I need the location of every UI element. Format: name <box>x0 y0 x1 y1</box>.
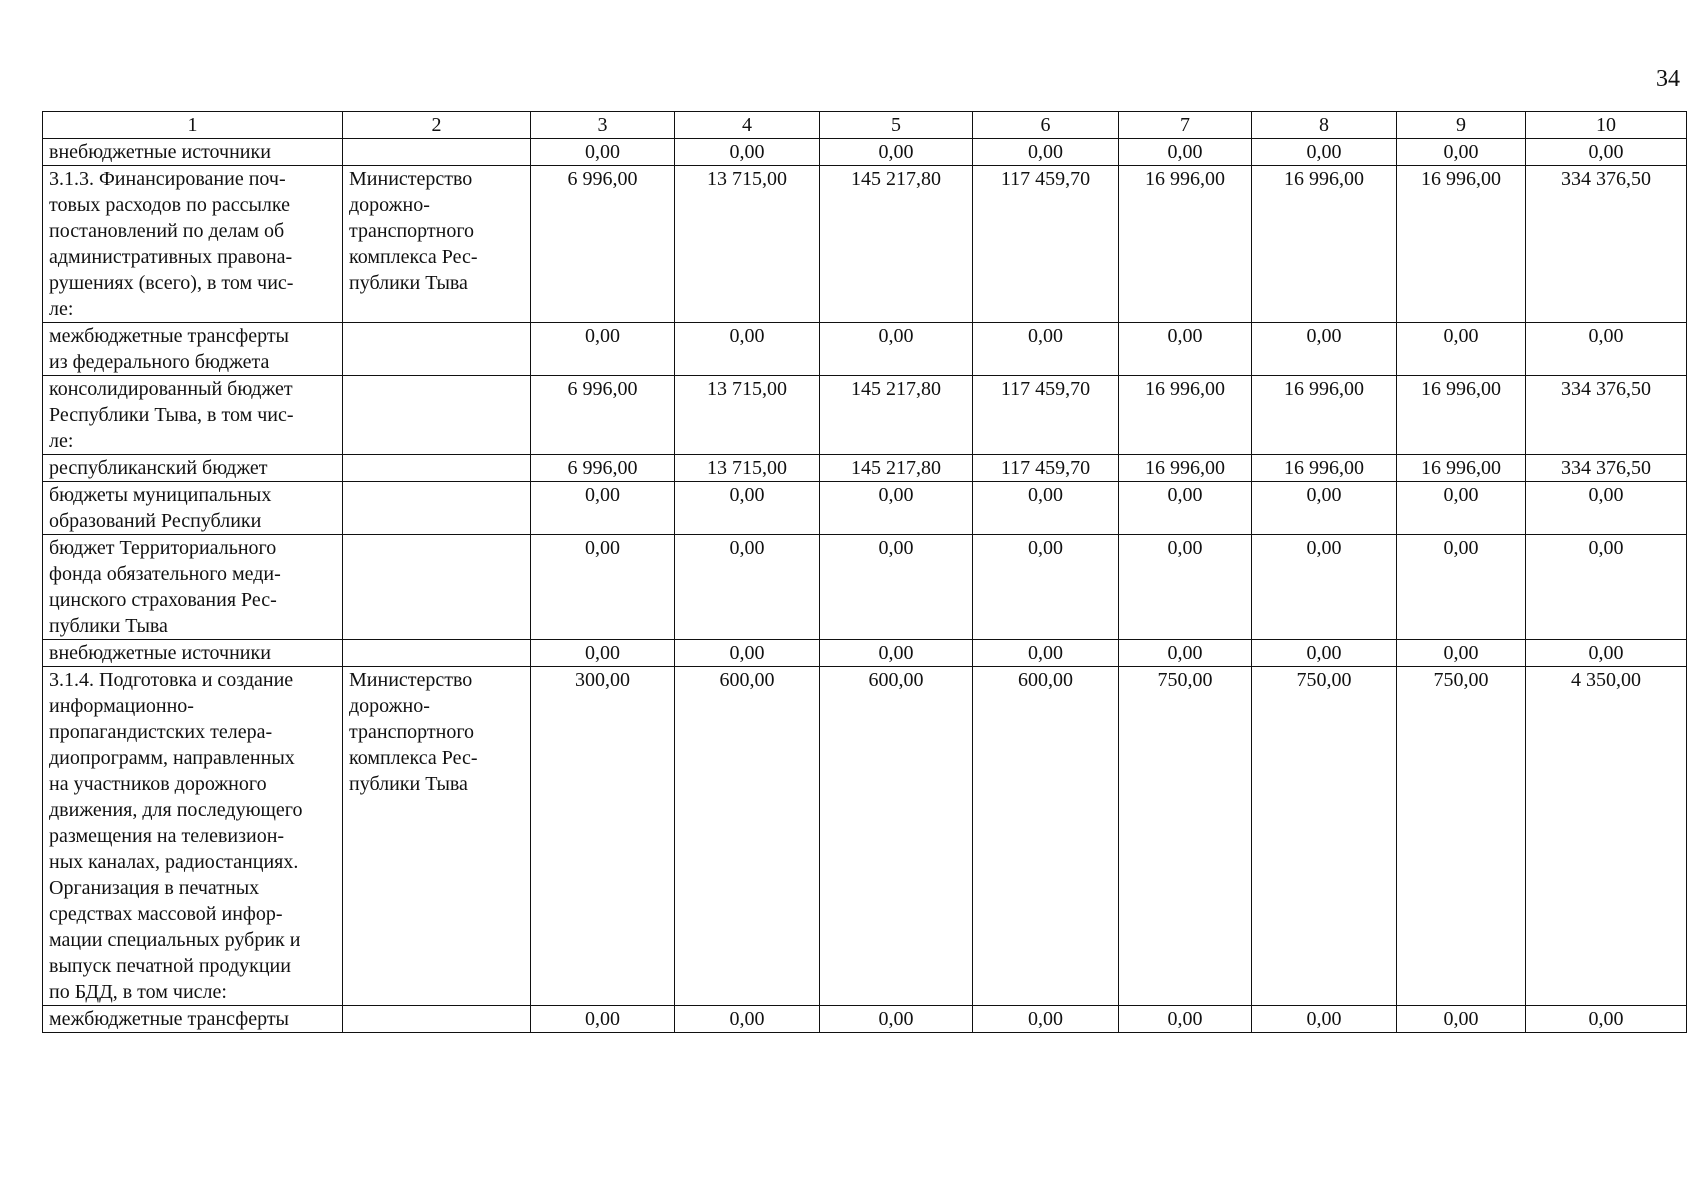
value-cell: 0,00 <box>1252 640 1397 667</box>
value-cell: 6 996,00 <box>531 455 675 482</box>
row-executor-cell <box>343 535 531 640</box>
value-cell: 0,00 <box>1119 640 1252 667</box>
value-cell: 0,00 <box>1119 535 1252 640</box>
value-cell: 750,00 <box>1397 667 1526 1006</box>
value-cell: 4 350,00 <box>1526 667 1687 1006</box>
row-name-cell: республиканский бюджет <box>43 455 343 482</box>
row-executor-cell <box>343 640 531 667</box>
value-cell: 0,00 <box>1252 139 1397 166</box>
value-cell: 16 996,00 <box>1119 376 1252 455</box>
value-cell: 0,00 <box>820 323 973 376</box>
value-cell: 16 996,00 <box>1397 166 1526 323</box>
table-row <box>43 482 1687 535</box>
value-cell: 16 996,00 <box>1397 455 1526 482</box>
row-name-cell: внебюджетные источники <box>43 139 343 166</box>
value-cell: 334 376,50 <box>1526 455 1687 482</box>
value-cell: 16 996,00 <box>1252 376 1397 455</box>
value-cell: 0,00 <box>531 482 675 535</box>
value-cell: 16 996,00 <box>1119 166 1252 323</box>
value-cell: 0,00 <box>820 640 973 667</box>
budget-table <box>42 111 1687 1033</box>
row-executor-cell: Министерство дорожно- транспортного комплекса Рес- публики Тыва <box>343 667 531 1006</box>
row-name-cell: бюджет Территориального фонда обязательного меди- цинского страхования Рес- публики Тыва <box>43 535 343 640</box>
row-name-cell: 3.1.4. Подготовка и создание информационно- пропагандистских телера- диопрограмм, направленных на участников дорожного движения, для последующего размещения на телевизион- ных каналах, радиостанциях. Организация в печатных средствах массовой инфор- мации специальных рубрик и выпуск печатной продукции по БДД, в том числе: <box>43 667 343 1006</box>
value-cell: 0,00 <box>1252 1006 1397 1033</box>
value-cell: 0,00 <box>973 323 1119 376</box>
value-cell: 0,00 <box>675 323 820 376</box>
row-name-cell: межбюджетные трансферты <box>43 1006 343 1033</box>
value-cell: 0,00 <box>820 482 973 535</box>
value-cell: 0,00 <box>1397 1006 1526 1033</box>
value-cell: 0,00 <box>1252 482 1397 535</box>
value-cell: 0,00 <box>973 640 1119 667</box>
value-cell: 117 459,70 <box>973 455 1119 482</box>
header-cell: 6 <box>973 112 1119 139</box>
value-cell: 0,00 <box>531 640 675 667</box>
value-cell: 0,00 <box>1119 482 1252 535</box>
row-name-cell: консолидированный бюджет Республики Тыва, в том чис- ле: <box>43 376 343 455</box>
row-executor-cell <box>343 1006 531 1033</box>
value-cell: 334 376,50 <box>1526 376 1687 455</box>
value-cell: 0,00 <box>820 139 973 166</box>
value-cell: 0,00 <box>1526 1006 1687 1033</box>
table-body <box>43 112 1687 1033</box>
value-cell: 0,00 <box>1119 1006 1252 1033</box>
row-name-cell: 3.1.3. Финансирование поч- товых расходов по рассылке постановлений по делам об административных правона- рушениях (всего), в том чис- ле: <box>43 166 343 323</box>
value-cell: 0,00 <box>531 323 675 376</box>
value-cell: 0,00 <box>1526 323 1687 376</box>
value-cell: 334 376,50 <box>1526 166 1687 323</box>
value-cell: 0,00 <box>675 139 820 166</box>
value-cell: 145 217,80 <box>820 376 973 455</box>
table-row <box>43 323 1687 376</box>
value-cell: 13 715,00 <box>675 376 820 455</box>
value-cell: 16 996,00 <box>1397 376 1526 455</box>
value-cell: 300,00 <box>531 667 675 1006</box>
value-cell: 0,00 <box>531 535 675 640</box>
value-cell: 6 996,00 <box>531 166 675 323</box>
page-number: 34 <box>1656 66 1680 92</box>
value-cell: 0,00 <box>1397 640 1526 667</box>
value-cell: 0,00 <box>1397 323 1526 376</box>
value-cell: 16 996,00 <box>1119 455 1252 482</box>
value-cell: 0,00 <box>675 640 820 667</box>
row-executor-cell <box>343 482 531 535</box>
row-executor-cell <box>343 455 531 482</box>
value-cell: 0,00 <box>1526 139 1687 166</box>
table-row <box>43 667 1687 1006</box>
value-cell: 13 715,00 <box>675 166 820 323</box>
value-cell: 0,00 <box>973 482 1119 535</box>
row-executor-cell: Министерство дорожно- транспортного комплекса Рес- публики Тыва <box>343 166 531 323</box>
header-cell: 10 <box>1526 112 1687 139</box>
value-cell: 0,00 <box>1397 139 1526 166</box>
value-cell: 145 217,80 <box>820 455 973 482</box>
value-cell: 0,00 <box>675 535 820 640</box>
value-cell: 0,00 <box>973 535 1119 640</box>
value-cell: 0,00 <box>973 139 1119 166</box>
header-cell: 8 <box>1252 112 1397 139</box>
value-cell: 0,00 <box>1119 139 1252 166</box>
value-cell: 600,00 <box>973 667 1119 1006</box>
header-row <box>43 112 1687 139</box>
row-name-cell: внебюджетные источники <box>43 640 343 667</box>
row-executor-cell <box>343 323 531 376</box>
value-cell: 0,00 <box>1526 640 1687 667</box>
table-row <box>43 640 1687 667</box>
row-name-cell: межбюджетные трансферты из федерального бюджета <box>43 323 343 376</box>
value-cell: 0,00 <box>1252 323 1397 376</box>
value-cell: 16 996,00 <box>1252 166 1397 323</box>
value-cell: 750,00 <box>1119 667 1252 1006</box>
header-cell: 4 <box>675 112 820 139</box>
value-cell: 0,00 <box>675 1006 820 1033</box>
value-cell: 600,00 <box>820 667 973 1006</box>
value-cell: 13 715,00 <box>675 455 820 482</box>
value-cell: 0,00 <box>1526 482 1687 535</box>
value-cell: 600,00 <box>675 667 820 1006</box>
value-cell: 0,00 <box>531 139 675 166</box>
table-row <box>43 535 1687 640</box>
value-cell: 0,00 <box>1526 535 1687 640</box>
table-row <box>43 376 1687 455</box>
header-cell: 9 <box>1397 112 1526 139</box>
table-row <box>43 455 1687 482</box>
value-cell: 0,00 <box>973 1006 1119 1033</box>
value-cell: 750,00 <box>1252 667 1397 1006</box>
value-cell: 6 996,00 <box>531 376 675 455</box>
header-cell: 7 <box>1119 112 1252 139</box>
row-executor-cell <box>343 139 531 166</box>
header-cell: 1 <box>43 112 343 139</box>
value-cell: 117 459,70 <box>973 376 1119 455</box>
row-name-cell: бюджеты муниципальных образований Республики <box>43 482 343 535</box>
value-cell: 0,00 <box>1252 535 1397 640</box>
table-row <box>43 139 1687 166</box>
value-cell: 0,00 <box>1119 323 1252 376</box>
value-cell: 117 459,70 <box>973 166 1119 323</box>
header-cell: 3 <box>531 112 675 139</box>
table-row <box>43 1006 1687 1033</box>
value-cell: 0,00 <box>820 535 973 640</box>
value-cell: 16 996,00 <box>1252 455 1397 482</box>
header-cell: 2 <box>343 112 531 139</box>
header-cell: 5 <box>820 112 973 139</box>
value-cell: 0,00 <box>531 1006 675 1033</box>
value-cell: 0,00 <box>820 1006 973 1033</box>
value-cell: 0,00 <box>675 482 820 535</box>
table-row <box>43 166 1687 323</box>
row-executor-cell <box>343 376 531 455</box>
value-cell: 0,00 <box>1397 482 1526 535</box>
value-cell: 145 217,80 <box>820 166 973 323</box>
value-cell: 0,00 <box>1397 535 1526 640</box>
